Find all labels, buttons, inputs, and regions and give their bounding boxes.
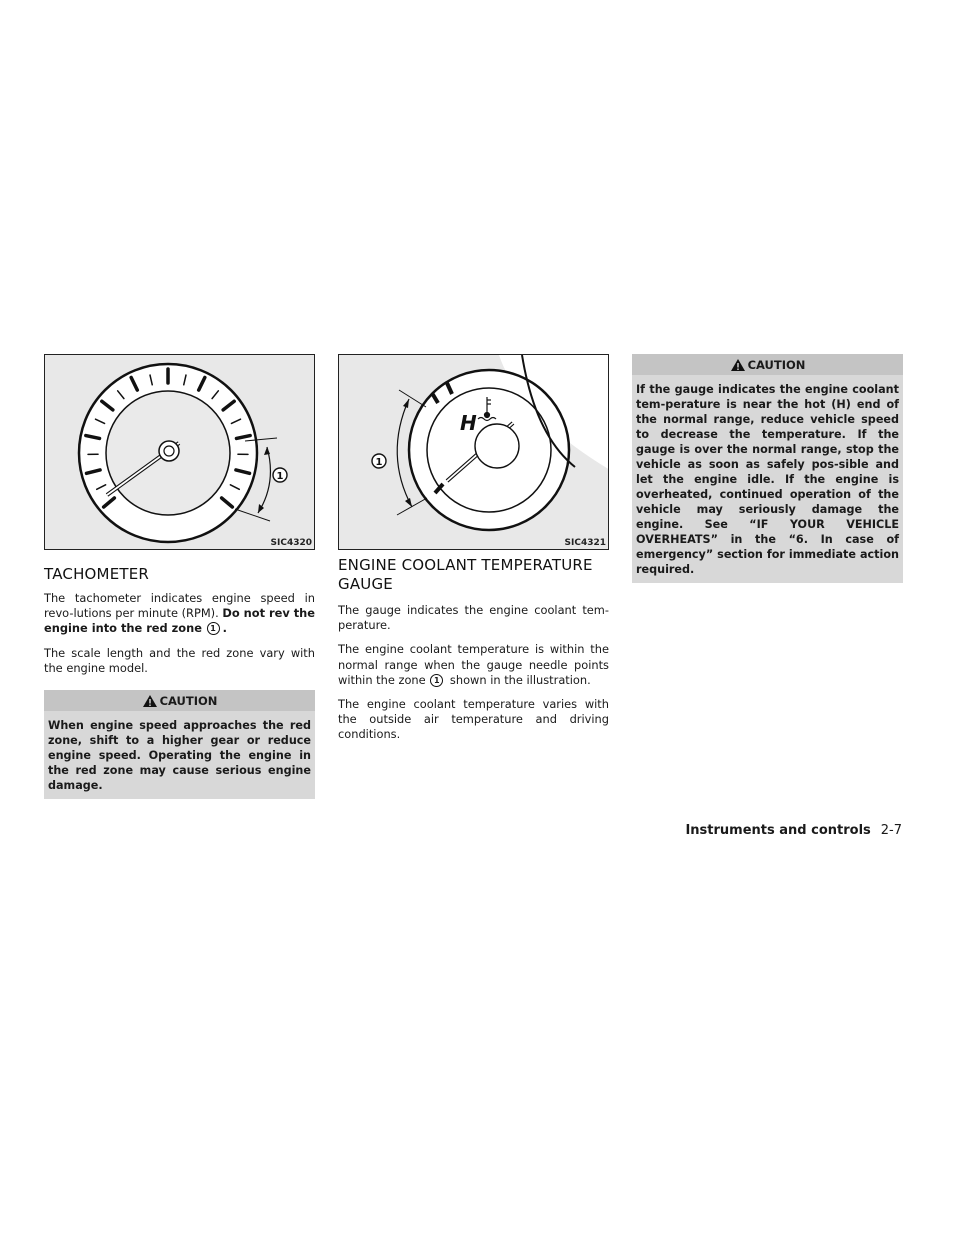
coolant-paragraph-3: The engine coolant temperature varies with the outside air temperature and driving conditions. xyxy=(338,697,609,742)
caution-box xyxy=(632,354,903,583)
warning-triangle-icon xyxy=(142,694,158,708)
section-title: ENGINE COOLANT TEMPERATURE GAUGE xyxy=(338,556,593,593)
circled-number-icon: 1 xyxy=(430,674,443,687)
callout-1-label: 1 xyxy=(375,457,383,468)
hot-mark-label: H xyxy=(460,411,477,435)
caution-title: CAUTION xyxy=(747,357,806,372)
tachometer-paragraph-2: The scale length and the red zone vary with the engine model. xyxy=(44,645,315,675)
tachometer-paragraph-1: The tachometer indicates engine speed in revo-lutions per minute (RPM). Do not rev the engine into the red zone 1 . xyxy=(44,591,316,636)
caution-title: CAUTION xyxy=(159,693,218,708)
coolant-paragraph-2: The engine coolant temperature is within the normal range when the gauge needle points within the zone 1 shown in the illustration. xyxy=(338,642,609,687)
caution-box xyxy=(44,690,315,799)
caution-header xyxy=(632,354,903,375)
page-footer xyxy=(685,823,902,838)
tachometer-illustration xyxy=(44,354,315,550)
tachometer-section xyxy=(44,565,315,799)
coolant-paragraph-1: The gauge indicates the engine coolant tem-perature. xyxy=(338,603,609,633)
coolant-caution-section xyxy=(632,354,903,583)
tachometer-drawing xyxy=(45,355,315,550)
caution-text: When engine speed approaches the red zone, shift to a higher gear or reduce engine speed. Operating the engine in the red zone may cause serious engine damage. xyxy=(48,719,311,793)
page-number: 2-7 xyxy=(880,823,902,838)
circled-number-icon: 1 xyxy=(207,622,220,635)
coolant-gauge-illustration xyxy=(338,354,609,550)
warning-triangle-icon xyxy=(730,358,746,372)
caution-header xyxy=(44,690,315,711)
coolant-gauge-drawing xyxy=(339,355,609,550)
figure-code: SIC4321 xyxy=(564,538,606,548)
figure-code: SIC4320 xyxy=(270,538,312,548)
section-title: TACHOMETER xyxy=(44,565,150,583)
callout-1-label: 1 xyxy=(276,471,284,482)
coolant-section xyxy=(338,556,609,752)
footer-section-name: Instruments and controls xyxy=(685,823,871,838)
caution-text: If the gauge indicates the engine coolant tem-perature is near the hot (H) end of the normal range, reduce vehicle speed to decrease the temperature. If the gauge is over the normal range, stop the vehicle as soon as safely pos-sible and let the engine idle. If the engine is overheated, continued operation of the vehicle may seriously damage the engine. See “IF YOUR VEHICLE OVERHEATS” in the “6. In case of emergency” section for immediate action required. xyxy=(636,383,899,576)
